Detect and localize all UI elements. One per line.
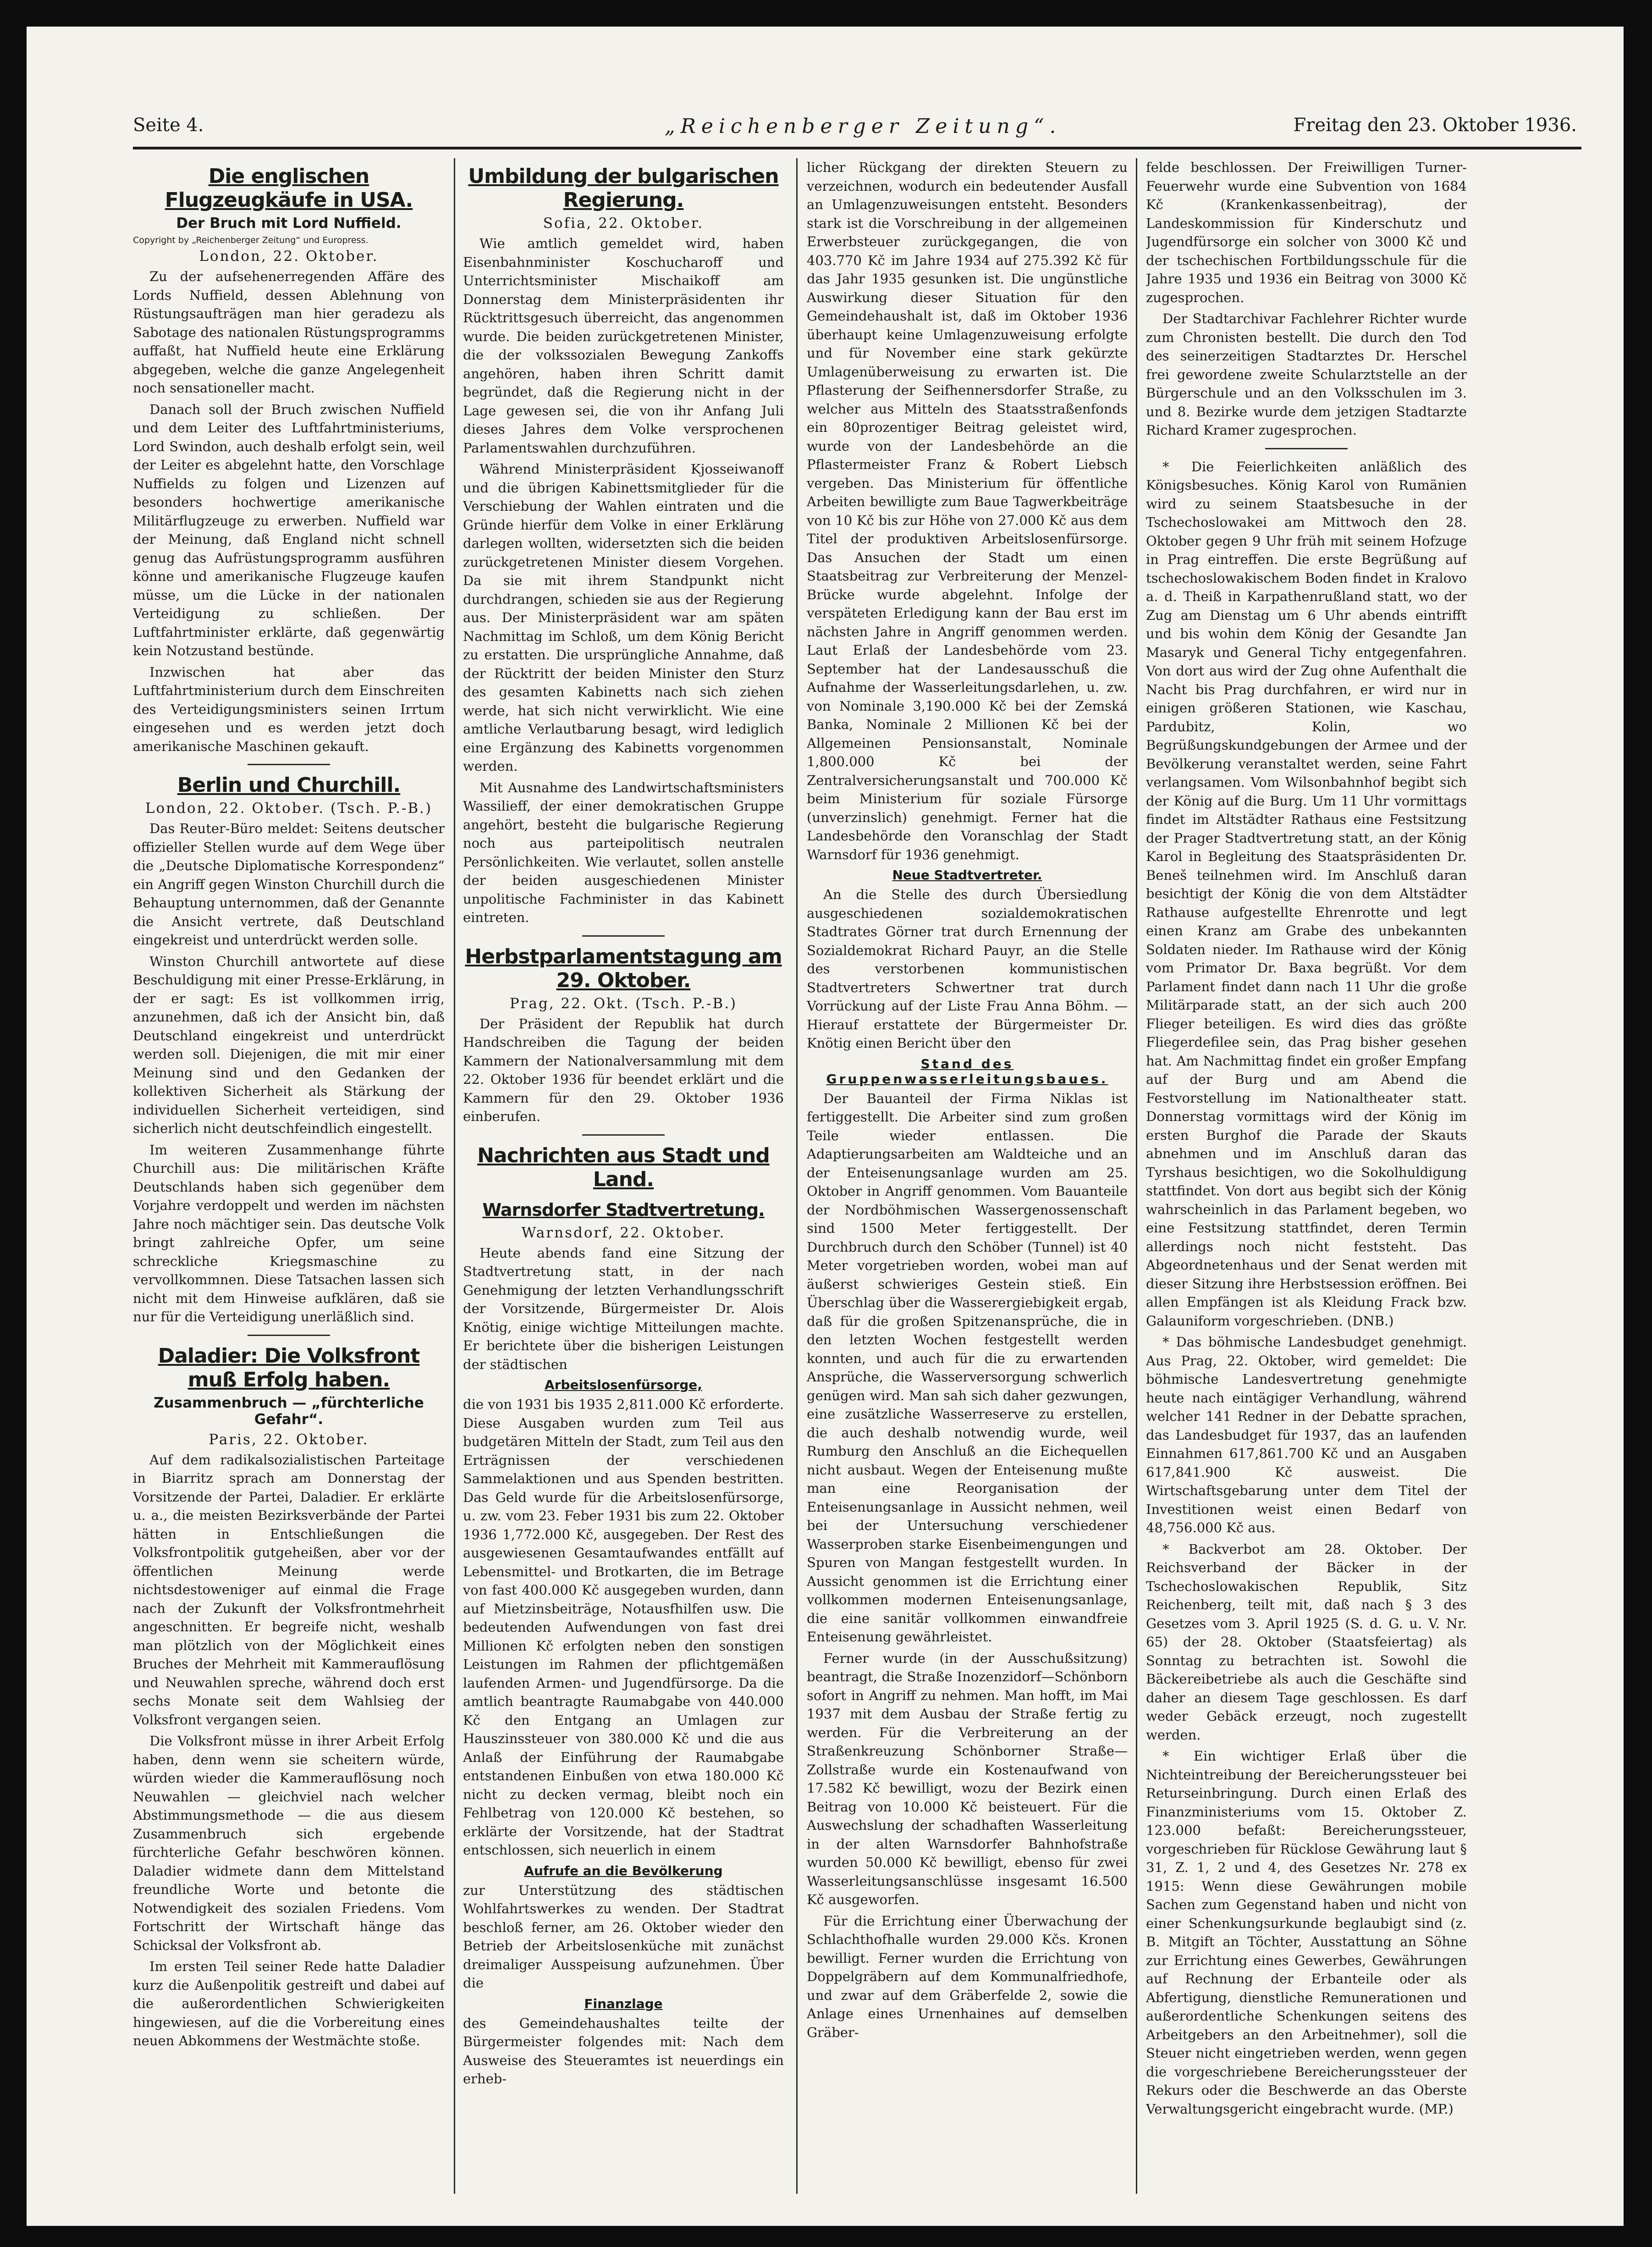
copyright-note: Copyright by „Reichenberger Zeitung“ und Europress.: [133, 235, 369, 245]
column-4: [1146, 158, 1467, 2194]
paragraph: Mit Ausnahme des Landwirtschaftsministers Wassilieff, der einer demokratischen Gruppe angehört, besteht die bulgarische Regierung noch aus parteipolitisch neutralen Persönlichkeiten. Wie verlautet, sollen anstelle der beiden ausgeschiedenen Minister unpolitische Fachminister in das Kabinett eintreten.: [463, 779, 784, 925]
news-item: * Die Feierlichkeiten anläßlich des Königsbesuches. König Karol von Rumänien wird zu seinem Staatsbesuche in der Tschechoslowakei am Mittwoch den 28. Oktober gegen 9 Uhr früh mit seinem Hofzuge in Prag eintreffen. Die erste Begrüßung auf tschechoslowakischem Boden findet in Kralovo a. d. Theiß in Karpathenrußland statt, wo der Zug am Dienstag um 6 Uhr abends eintrifft und bis wohin dem König der Gesandte Jan Masaryk und General Tichy entgegenfahren. Von dort aus wird der Zug ohne Aufenthalt die Nacht bis Prag durchfahren, er wird nur in einigen größeren Stationen, wie Kaschau, Pardubitz, Kolin, wo Begrüßungskundgebungen der Armee und der Bevölkerung veranstaltet werden, seine Fahrt verlangsamen. Vom Wilsonbahnhof begibt sich der König auf die Burg. Um 11 Uhr vormittags findet im Altstädter Rathaus eine Festsitzung der Prager Stadtvertretung statt, an der König Karol in Begleitung des Staatspräsidenten Dr. Beneš teilnehmen wird. Im Anschluß daran besichtigt der König die von dem Altstädter Rathause aufgestellte Ehrenrotte und legt einen Kranz am Grabe des unbekannten Soldaten nieder. Im Rathause wird der König vom Primator Dr. Baxa begrüßt. Vor dem Parlament findet dann nach 11 Uhr die große Militärparade statt, an der sich auch 200 Flieger beteiligen. Es wird dies das größte Fliegerdefilee sein, das Prag bisher gesehen hat. Am Nachmittag findet ein großer Empfang auf der Burg und am Abend die Festvorstellung im Nationaltheater statt. Donnerstag vormittags wird der König im ersten Burghof die Parade der Skauts abnehmen und im Anschluß daran das Tyrshaus besichtigen, wo die Sokolhuldigung stattfindet. Von dort aus begibt sich der König wahrscheinlich in das Parlament begeben, wo eine Festsitzung stattfindet, deren Termin allerdings noch nicht feststeht. Das Abgeordnetenhaus und der Senat werden mit dieser Sitzung ihre Herbstsession eröffnen. Bei allen Empfängen ist als Kleidung Frack bzw. Galauniform vorgeschrieben. (DNB.): [1146, 458, 1467, 1329]
divider: [582, 1134, 665, 1136]
article-headline: Berlin und Churchill.: [177, 773, 401, 797]
paragraph: Im ersten Teil seiner Rede hatte Daladier kurz die Außenpolitik gestreift und dabei auf die außerordentlichen Schwierigkeiten hingewiesen, auf die die Vorbereitung eines neuen Abkommens der Westmächte stoße.: [133, 1959, 445, 2048]
paragraph: Im weiteren Zusammenhange führte Churchill aus: Die militärischen Kräfte Deutschlands haben sich gegenüber dem Vorjahre verdoppelt und werden im nächsten Jahre noch mächtiger sein. Das deutsche Volk bringt zahlreiche Opfer, um seine schreckliche Kriegsmaschine zu vervollkommnen. Diese Tatsachen lassen sich nicht mit dem Hinweise aufklären, daß sie nur für die Verteidigung unerläßlich sind.: [133, 1142, 445, 1325]
news-item: * Ein wichtiger Erlaß über die Nichteintreibung der Bereicherungssteuer bei Returseinbringung. Durch einen Erlaß des Finanzministeriums vom 15. Oktober Z. 123.000 befaßt: Bereicherungssteuer, vorgeschrieben für Rücklose Gewährung laut § 31, Z. 1, 2 und 4, des Gesetzes Nr. 278 ex 1915: Wenn diese Gewährungen mobile Sachen zum Gegenstand haben und nicht von einer Schenkungsurkunde beglaubigt sind (z. B. Mitgift an Töchter, Ausstattung an Söhne zur Errichtung eines Gewerbes, Gewährungen auf Rechnung der Erbanteile oder als Abfertigung, dienstliche Remunerationen und außerordentliche Schenkungen seitens des Arbeitgebers an den Arbeitnehmer), soll die Steuer nicht eingetrieben werden, wenn gegen die vorgeschriebene Bereicherungssteuer der Rekurs oder die Beschwerde an das Oberste Verwaltungsgericht eingebracht wurde. (MP.): [1146, 1748, 1467, 2117]
page-number: Seite 4.: [133, 115, 204, 136]
paragraph: Die Volksfront müsse in ihrer Arbeit Erfolg haben, denn wenn sie scheitern würde, würden wieder die Kammerauflösung noch Neuwahlen — gleichviel nach welcher Abstimmungsmethode — die aus diesem Zusammenbruch sich ergebende fürchterliche Gefahr beschwören können. Daladier widmete dann dem Mittelstand freundliche Worte und betonte die Notwendigkeit des sozialen Friedens. Vom Fortschritt der Wirtschaft hänge das Schicksal der Volksfront ab.: [133, 1733, 445, 1953]
newspaper-title: „Reichenberger Zeitung“.: [665, 115, 1062, 138]
paragraph: Während Ministerpräsident Kjosseiwanoff und die übrigen Kabinettsmitglieder für die Verschiebung der Wahlen eintraten und die Gründe hierfür dem Volke in einer Erklärung darlegen wollten, widersetzten sich die beiden zurückgetretenen Minister diesem Vorgehen. Da sie mit ihrem Standpunkt nicht durchdrangen, schieden sie aus der Regierung aus. Der Ministerpräsident war am späten Nachmittag im Schloß, um dem König Bericht zu erstatten. Die ursprüngliche Annahme, daß der Rücktritt der beiden Minister den Sturz des gesamten Kabinetts nach sich ziehen werde, hat sich nicht verwirklicht. Wie eine amtliche Verlautbarung besagt, wird lediglich eine Ergänzung des Kabinetts vorgenommen werden.: [463, 461, 784, 774]
article-headline: Die englischen Flugzeugkäufe in USA.: [165, 165, 413, 212]
column-1: [133, 158, 445, 2194]
column-rule: [796, 158, 798, 2194]
column-2: [463, 158, 784, 2194]
paragraph: Danach soll der Bruch zwischen Nuffield und dem Leiter des Luftfahrtministeriums, Lord Swindon, auch deshalb erfolgt sein, weil der Leiter es abgelehnt hatte, den Vorschlage Nuffields zu folgen und Lizenzen auf besonders hochwertige amerikanische Militärflugzeuge zu erwerben. Nuffield war der Meinung, daß England nicht schnell genug das Aufrüstungsprogramm ausführen könne und amerikanische Flugzeuge kaufen müsse, um die Lücke in der nationalen Verteidigung zu schließen. Der Luftfahrtminister erklärte, daß gegenwärtig kein Notzustand bestünde.: [133, 401, 445, 658]
scan-border-left: [0, 0, 27, 2247]
header-rule: [133, 147, 1581, 149]
paragraph: Wie amtlich gemeldet wird, haben Eisenbahnminister Koschucharoff und Unterrichtsminister Mischaikoff am Donnerstag dem Ministerpräsidenten ihr Rücktrittsgesuch überreicht, das angenommen wurde. Die beiden zurückgetretenen Minister, die der volkssozialen Bewegung Zankoffs angehören, haben ihren Schritt damit begründet, daß die Regierung nicht in der Lage gewesen sei, die von ihr Anfang Juli dieses Jahres dem Volke versprochenen Parlamentswahlen durchzuführen.: [463, 236, 784, 456]
paragraph: An die Stelle des durch Übersiedlung ausgeschiedenen sozialdemokratischen Stadtrates Görner trat durch Ernennung der Sozialdemokrat Richard Pauyr, an die Stelle des verstorbenen kommunistischen Stadtvertreters Schwertner trat durch Vorrückung auf der Liste Frau Anna Böhm. — Hierauf erstattete der Bürgermeister Dr. Knötig einen Bericht über den: [807, 887, 1128, 1051]
paragraph: Der Bauanteil der Firma Niklas ist fertiggestellt. Die Arbeiter sind zum großen Teile wieder entlassen. Die Adaptierungsarbeiten am Waldteiche und an der Enteisenungsanlage wurden am 25. Oktober in Angriff genommen. Vom Bauanteile der Nordböhmischen Wassergenossenschaft sind 1500 Meter fertiggestellt. Der Durchbruch durch den Schöber (Tunnel) ist 40 Meter vorgetrieben worden, wobei man auf äußerst schwieriges Gestein stieß. Ein Überschlag über die Wasserergiebigkeit ergab, daß für die großen Spitzenansprüche, die in den letzten Wochen festgestellt werden konnten, und auch für die zu erwartenden Ansprüche, die Wasserversorgung schwerlich genügen wird. Man sah sich daher gezwungen, eine zusätzliche Wasserreserve zu erstellen, die auch deshalb notwendig wurde, weil Rumburg den Anschluß an die Eichequellen nicht ausbaut. Wegen der Enteisenung mußte man eine Reorganisation der Enteisenungsanlage in Aussicht nehmen, weil bei der Untersuchung verschiedener Wasserproben starke Eisenbeimengungen und Spuren von Mangan festgestellt wurden. In Aussicht genommen ist die Errichtung einer vollkommen modernen Enteisenungsanlage, die eine sanitär vollkommen einwandfreie Enteisenung gewährleistet.: [807, 1090, 1128, 1645]
scan-border-top: [0, 0, 1652, 27]
article-headline: Warnsdorfer Stadtvertretung.: [482, 1199, 765, 1220]
issue-date: Freitag den 23. Oktober 1936.: [1293, 115, 1577, 136]
column-rule: [454, 158, 455, 2194]
paragraph: Zu der aufsehenerregenden Affäre des Lords Nuffield, dessen Ablehnung von Rüstungsaufträgen man hier geradezu als Sabotage des nationalen Rüstungsprogramms auffaßt, hat Nuffield heute eine Erklärung abgegeben, welche die ganze Angelegenheit noch sensationeller macht.: [133, 269, 445, 396]
divider: [248, 1335, 330, 1336]
paragraph: die von 1931 bis 1935 2,811.000 Kč erforderte. Diese Ausgaben wurden zum Teil aus budgetären Mitteln der Stadt, zum Teil aus den Erträgnissen der verschiedenen Sammelaktionen und aus Spenden bestritten. Das Geld wurde für die Arbeitslosenfürsorge, u. zw. vom 23. Feber 1931 bis zum 22. Oktober 1936 1,772.000 Kč, ausgegeben. Der Rest des ausgewiesenen Gesamtaufwandes entfällt auf Lebensmittel- und Brotkarten, die im Betrage von fast 400.000 Kč ausgegeben wurden, dann auf Mietzinsbeiträge, Notausfhilfen usw. Die bedeutenden Aufwendungen von fast drei Millionen Kč erfolgten neben den sonstigen Leistungen im Rahmen der pflichtgemäßen laufenden Armen- und Jugendfürsorge. Da die amtlich beantragte Raumabgabe von 440.000 Kč den Entgang an Umlagen zur Hauszinssteuer von 380.000 Kč und die aus Anlaß der Einführung der Raumabgabe entstandenen Einbußen von etwa 180.000 Kč nicht zu decken vermag, bleibt noch ein Fehlbetrag von 120.000 Kč bestehen, so erklärte der Vorsitzende, hat der Stadtrat entschlossen, sich neuerlich in einem: [463, 1397, 784, 1858]
article-headline: Umbildung der bulgarischen Regierung.: [468, 165, 779, 212]
page-header: [133, 115, 1577, 148]
scan-border-right: [1624, 0, 1652, 2247]
subheading: Neue Stadtvertreter.: [892, 867, 1042, 883]
dateline: Warnsdorf, 22. Oktober.: [521, 1224, 726, 1241]
paragraph: licher Rückgang der direkten Steuern zu verzeichnen, wodurch ein bedeutender Ausfall an Umlagenzuweisungen entsteht. Besonders stark ist die Vorschreibung in der allgemeinen Erwerbsteuer zurückgegangen, die von 403.770 Kč im Jahre 1934 auf 275.392 Kč für das Jahr 1935 gesunken ist. Die ungünstliche Auswirkung dieser Situation für den Gemeindehaushalt ist, daß im Oktober 1936 überhaupt keine Umlagenzuweisung erfolgte und für November eine stark gekürzte Umlagenüberweisung zu erwarten ist. Die Pflasterung der Seifhennersdorfer Straße, zu welcher aus Mitteln des Staatsstraßenfonds ein 80prozentiger Beitrag geleistet wird, wurde von der Landesbehörde an die Pflastermeister Franz & Robert Liebsch vergeben. Das Ministerium für öffentliche Arbeiten bewilligte zum Baue Tagwerkbeiträge von 10 Kč bis zur Höhe von 27.000 Kč aus dem Titel der produktiven Arbeitslosenfürsorge. Das Ansuchen der Stadt um einen Staatsbeitrag zur Verbreiterung der Menzel-Brücke wurde abgelehnt. Infolge der verspäteten Erledigung kann der Bau erst im nächsten Jahre in Angriff genommen werden. Laut Erlaß der Landesbehörde vom 23. September hat der Landesausschuß die Aufnahme der Wasserleitungsdarlehen, u. zw. von Nominale 3,190.000 Kč bei der Zemská Banka, Nominale 2 Millionen Kč bei der Allgemeinen Pensionsanstalt, Nominale 1,800.000 Kč bei der Zentralversicherungsanstalt und 700.000 Kč beim Ministerium für soziale Fürsorge (unverzinslich) genehmigt. Ferner hat die Landesbehörde den Voranschlag der Stadt Warnsdorf für 1936 genehmigt.: [807, 160, 1128, 862]
subheading: Arbeitslosenfürsorge,: [545, 1377, 702, 1392]
column-rule: [1136, 158, 1137, 2194]
paragraph: Heute abends fand eine Sitzung der Stadtvertretung statt, in der nach Genehmigung der letzten Verhandlungsschrift der Vorsitzende, Bürgermeister Dr. Alois Knötig, einige wichtige Mitteilungen machte. Er berichtete über die bisherigen Leistungen der städtischen: [463, 1245, 784, 1372]
paragraph: zur Unterstützung des städtischen Wohlfahrtswerkes zu wenden. Der Stadtrat beschloß ferner, am 26. Oktober wieder den Betrieb der Arbeitslosenküche mit zunächst dreimaliger Ausspeisung aufzunehmen. Über die: [463, 1882, 784, 1991]
dateline: Prag, 22. Okt. (Tsch. P.-B.): [509, 995, 738, 1012]
news-item: * Backverbot am 28. Oktober. Der Reichsverband der Bäcker in der Tschechoslowakischen Republik, Sitz Reichenberg, teilt mit, daß nach § 3 des Gesetzes vom 3. April 1925 (S. d. G. u. V. Nr. 65) der 28. Oktober (Staatsfeiertag) als Sonntag zu betrachten ist. Sowohl die Bäckereibetriebe als auch die Geschäfte sind daher an diesem Tage geschlossen. Es darf weder Gebäck erzeugt, noch zugestellt werden.: [1146, 1541, 1467, 1743]
paragraph: Der Stadtarchivar Fachlehrer Richter wurde zum Chronisten bestellt. Die durch den Tod des seinerzeitigen Stadtarztes Dr. Herschel frei gewordene zweite Schularztstelle an der Bürgerschule und an den Volksschulen im 3. und 8. Bezirke wurde dem jetzigen Stadtarzte Richard Kramer zugesprochen.: [1146, 311, 1467, 438]
subheading: Aufrufe an die Bevölkerung: [524, 1863, 723, 1878]
paragraph: felde beschlossen. Der Freiwilligen Turner-Feuerwehr wurde eine Subvention von 1684 Kč (Krankenkassenbeitrag), der Landeskommission für Kinderschutz und Jugendfürsorge ein solcher von 3000 Kč und der tschechischen Fortbildungsschule für die Jahre 1935 und 1936 ein Beitrag von 3000 Kč zugesprochen.: [1146, 160, 1467, 305]
divider: [582, 935, 665, 937]
divider: [1265, 448, 1348, 449]
divider: [248, 764, 330, 765]
dateline: London, 22. Oktober.: [199, 248, 379, 265]
scan-border-bottom: [0, 2226, 1652, 2247]
paragraph: Inzwischen hat aber das Luftfahrtministerium durch dem Einschreiten des Verteidigungsministers seinen Irrtum eingesehen und es werden jetzt doch amerikanische Maschinen gekauft.: [133, 664, 445, 754]
subheading: Finanzlage: [584, 1996, 663, 2011]
dateline: London, 22. Oktober. (Tsch. P.-B.): [145, 800, 433, 817]
news-item: * Das böhmische Landesbudget genehmigt. Aus Prag, 22. Oktober, wird gemeldet: Die böhmische Landesvertretung genehmigte heute nach eintägiger Verhandlung, während welcher 141 Redner in der Debatte sprachen, das Landesbudget für 1937, das an laufenden Einnahmen 617,861.700 Kč und an Ausgaben 617,841.900 Kč ausweist. Die Wirtschaftsgebarung unter dem Titel der Investitionen weist einen Bedarf von 48,756.000 Kč aus.: [1146, 1334, 1467, 1535]
subheading: Stand des Gruppenwasserleitungsbaues.: [826, 1056, 1108, 1087]
paragraph: Auf dem radikalsozialistischen Parteitage in Biarritz sprach am Donnerstag der Vorsitzende der Partei, Daladier. Er erklärte u. a., die meisten Bezirksverbände der Partei hätten in Entschließungen die Volksfrontpolitik gutgeheißen, aber vor der öffentlichen Meinung werde nichtsdestoweniger auf einmal die Frage nach der Zukunft der Volksfrontmehrheit angeschnitten. Er begreife nicht, weshalb man plötzlich von der Möglichkeit eines Bruches der Mehrheit mit Kammerauflösung und Neuwahlen spreche, während doch erst sechs Monate seit dem Wahlsieg der Volksfront vergangen seien.: [133, 1452, 445, 1728]
paragraph: Das Reuter-Büro meldet: Seitens deutscher offizieller Stellen wurde auf dem Wege über die „Deutsche Diplomatische Korrespondenz“ ein Angriff gegen Winston Churchill durch die Behauptung unternommen, daß der Genannte die Ansicht vertrete, daß Deutschland eingekreist und unterdrückt werden solle.: [133, 821, 445, 948]
dateline: Paris, 22. Oktober.: [209, 1431, 369, 1448]
paragraph: Der Präsident der Republik hat durch Handschreiben die Tagung der beiden Kammern der Nationalversammlung mit dem 22. Oktober 1936 für beendet erklärt und die Kammern für den 29. Oktober 1936 einberufen.: [463, 1016, 784, 1124]
section-headline: Nachrichten aus Stadt und Land.: [477, 1143, 770, 1191]
paragraph: Für die Errichtung einer Überwachung der Schlachthofhalle wurden 29.000 Kčs. Kronen bewilligt. Ferner wurden die Errichtung von Doppelgräbern auf dem Kommunalfriedhofe, und zwar auf dem Gräberfelde 2, sowie die Anlage eines Urnenhaines auf demselben Gräber-: [807, 1913, 1128, 2040]
article-headline: Herbstparlamentstagung am 29. Oktober.: [465, 944, 782, 992]
paragraph: Winston Churchill antwortete auf diese Beschuldigung mit einer Presse-Erklärung, in der er sagt: Es ist vollkommen irrig, anzunehmen, daß ich der Ansicht bin, daß Deutschland eingekreist und unterdrückt werden soll. Diejenigen, die mit mir einer Meinung sind und den Gedanken der kollektiven Sicherheit als Stärkung der individuellen Sicherheit verteidigen, sind sicherlich nicht deutschfeindlich eingestellt.: [133, 953, 445, 1136]
column-3: [807, 158, 1128, 2194]
article-headline: Daladier: Die Volksfront muß Erfolg haben.: [158, 1344, 420, 1391]
dateline: Sofia, 22. Oktober.: [543, 215, 704, 232]
article-subheadline: Zusammenbruch — „fürchterliche Gefahr“.: [154, 1394, 424, 1428]
article-subheadline: Der Bruch mit Lord Nuffield.: [176, 215, 402, 232]
paragraph: des Gemeindehaushaltes teilte der Bürgermeister folgendes mit: Nach dem Ausweise des Steueramtes ist neuerdings ein erheb-: [463, 2015, 784, 2087]
paragraph: Ferner wurde (in der Ausschußsitzung) beantragt, die Straße Inozenzidorf—Schönborn sofort in Angriff zu nehmen. Man hofft, im Mai 1937 mit dem Ausbau der Straße fertig zu werden. Für die Verbreiterung an der Straßenkreuzung Schönborner Straße—Zollstraße wurde ein Kostenaufwand von 17.582 Kč bewilligt, wozu der Bezirk einen Beitrag von 10.000 Kč beisteuert. Für die Auswechslung der schadhaften Wasserleitung in der alten Warnsdorfer Bahnhofstraße wurden 50.000 Kč bewilligt, ebenso für zwei Wasserleitungsanschlüsse insgesamt 16.500 Kč ausgeworfen.: [807, 1650, 1128, 1907]
